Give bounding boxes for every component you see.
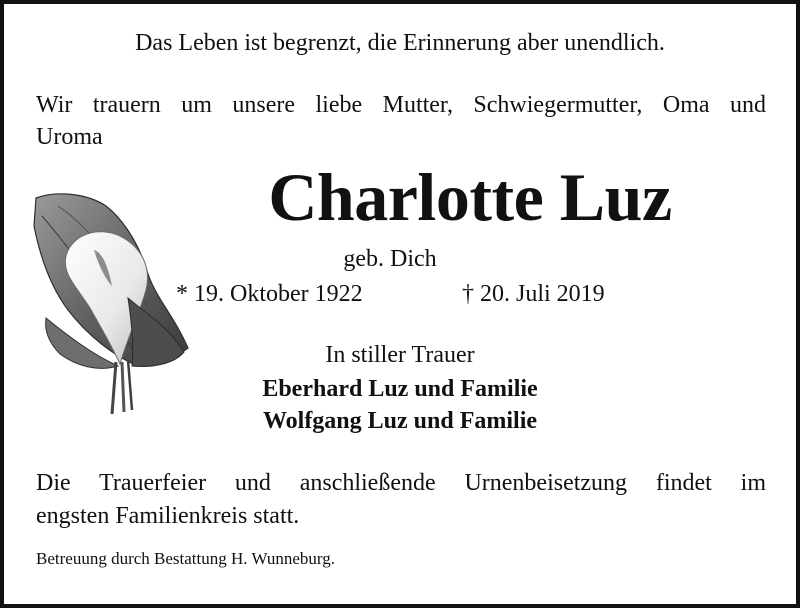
undertaker-note: Betreuung durch Bestattung H. Wunneburg.	[36, 549, 335, 568]
intro-text-line-1: Wir trauern um unsere liebe Mutter, Schwiegermutter, Oma und	[36, 92, 766, 118]
family-name-1: Eberhard Luz und Familie	[262, 376, 538, 402]
funeral-info-line-1: Die Trauerfeier und anschließende Urnenbeisetzung findet im	[36, 470, 766, 496]
funeral-info-line-2: engsten Familienkreis statt.	[36, 503, 300, 529]
memorial-quote: Das Leben ist begrenzt, die Erinnerung aber unendlich.	[135, 30, 665, 56]
deceased-name: Charlotte Luz	[268, 159, 672, 235]
birth-name: geb. Dich	[343, 246, 437, 272]
family-name-2: Wolfgang Luz und Familie	[262, 408, 538, 434]
intro-text-line-2: Uroma	[36, 124, 103, 150]
mourning-phrase: In stiller Trauer	[325, 342, 475, 368]
birth-date: * 19. Oktober 1922	[176, 281, 363, 307]
death-date: † 20. Juli 2019	[462, 281, 605, 307]
